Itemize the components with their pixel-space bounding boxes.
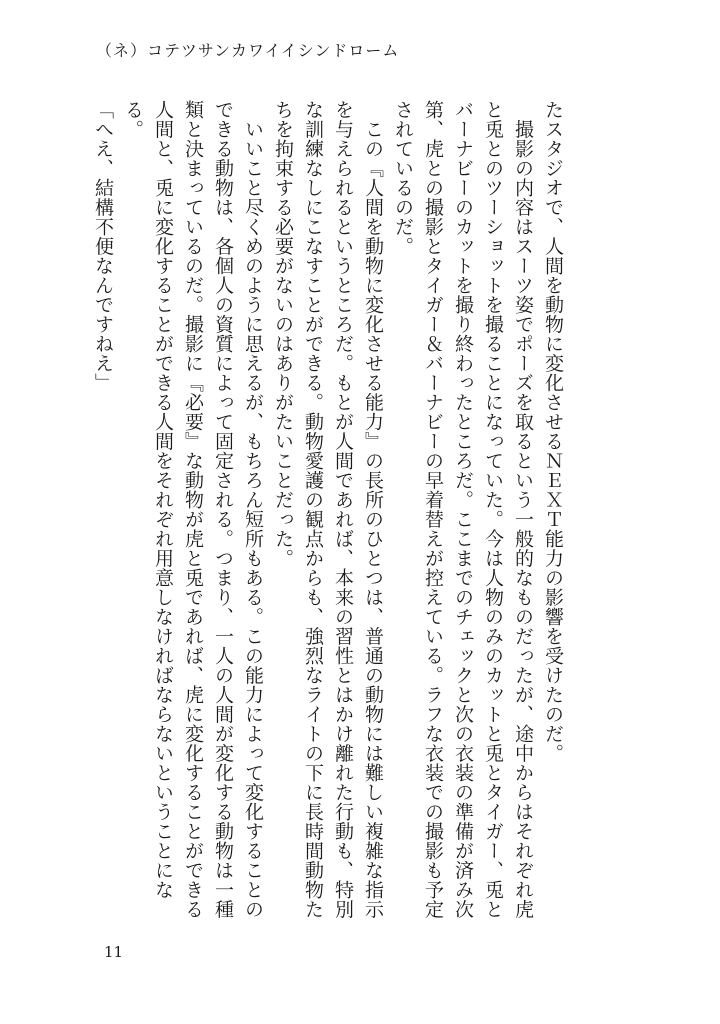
paragraph: この『人間を動物に変化させる能力』の長所のひとつは、普通の動物には難しい複雑な指示を与えられるというところだ。もとが人間であれば、本来の習性とはかけ離れた行動も、特別な訓練なしにこなすことができる。動物愛護の観点からも、強烈なライトの下に長時間動物たちを拘束する必要がないのはありがたいことだった。 [272,100,384,919]
page-number: 11 [104,943,124,961]
running-head: （ネ）コテツサンカワイイシンドローム [96,41,400,60]
body-text [92,100,568,936]
paragraph: いいこと尽くめのように思えるが、もちろん短所もある。この能力によって変化することのできる動物は、各個人の資質によって固定される。つまり、一人の人間が変化する動物は一種類と決まっているのだ。撮影に『必要』な動物が虎と兎であれば、虎に変化することができる人間と、兎に変化することができる人間をそれぞれ用意しなければならないということになる。 [122,100,264,919]
paragraph: 撮影の内容はスーツ姿でポーズを取るという一般的なものだったが、途中からはそれぞれ虎と兎とのツーショットを撮ることになっていた。今は人物のみのカットと兎とタイガー、兎とバーナビーのカットを撮り終わったところだ。ここまでのチェックと次の衣装の準備が済み次第、虎との撮影とタイガー＆バーナビーの早着替えが控えている。ラフな衣装での撮影も予定されているのだ。 [392,100,534,919]
paragraph: たスタジオで、人間を動物に変化させるＮＥＸＴ能力の影響を受けたのだ。 [542,100,564,763]
paragraph: 「へえ、結構不便なんですねえ」 [92,100,114,393]
